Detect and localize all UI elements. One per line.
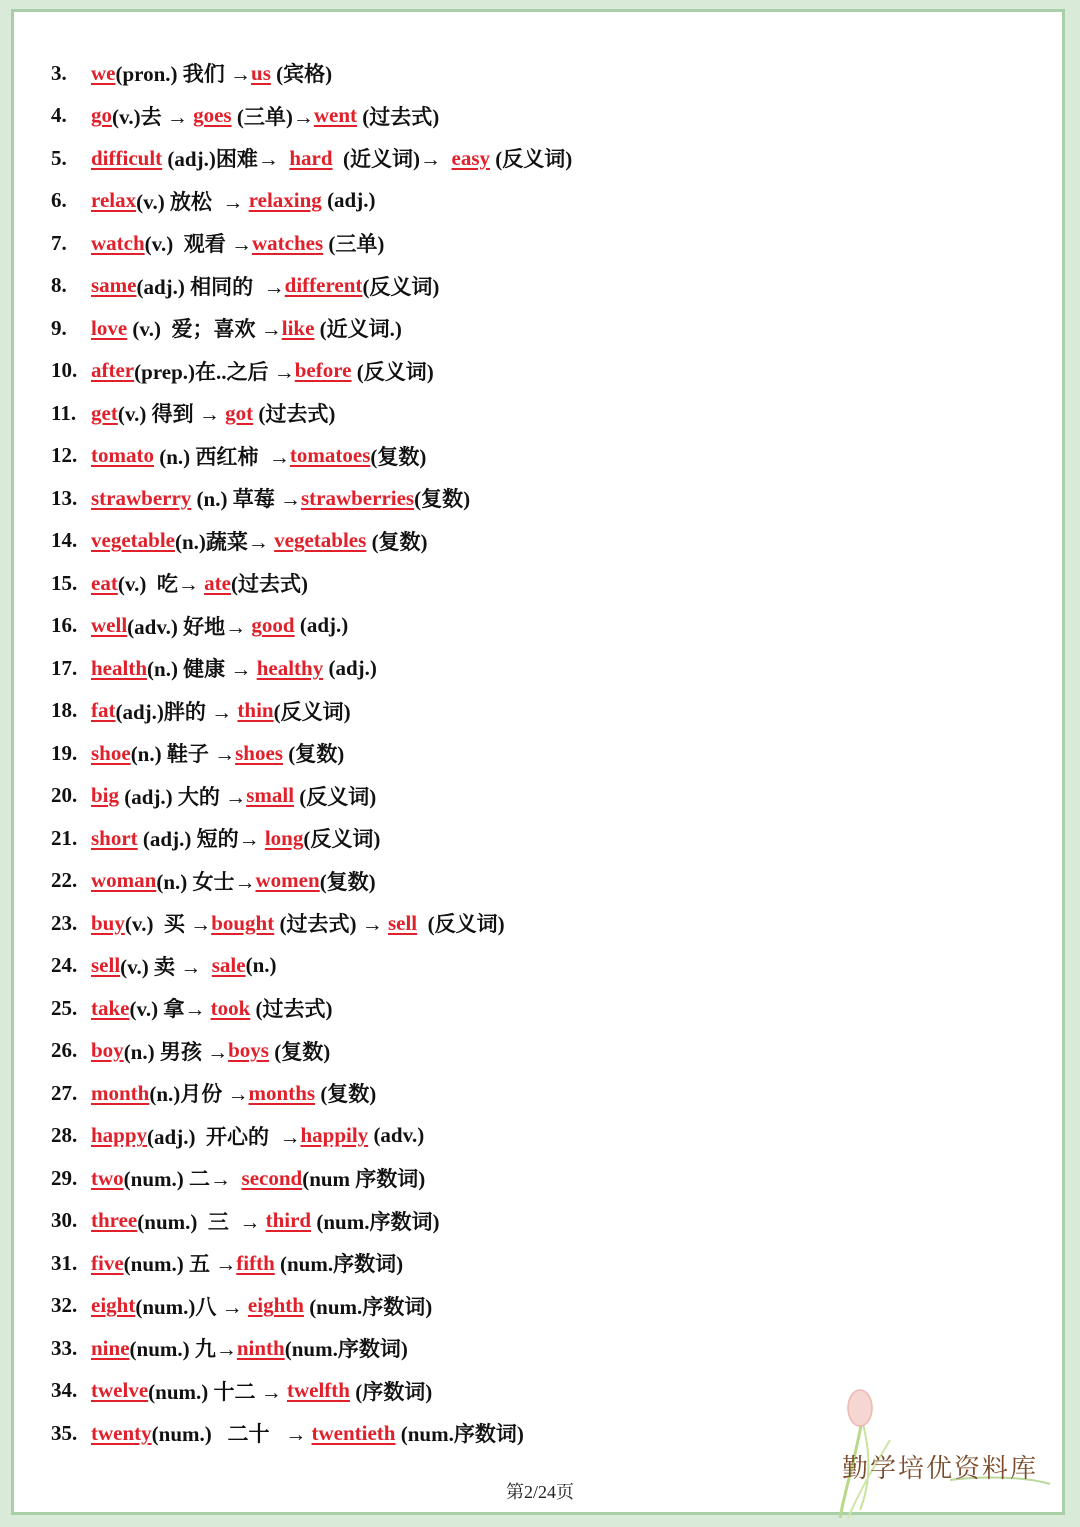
item-number: 32. <box>51 1293 78 1318</box>
answer-word: took <box>210 995 251 1020</box>
item-number: 20. <box>51 783 78 808</box>
answer-word: hard <box>289 145 333 170</box>
vocab-row <box>51 180 951 223</box>
item-text: (过去式) <box>230 572 308 597</box>
vocab-row <box>51 307 951 350</box>
answer-word: twelve <box>91 1378 149 1403</box>
vocab-row <box>51 987 951 1030</box>
item-text: (adj.)胖的 → <box>115 699 238 724</box>
vocab-row <box>51 222 951 265</box>
vocab-row <box>51 520 951 563</box>
answer-word: women <box>255 868 320 893</box>
item-number: 8. <box>51 273 67 298</box>
item-text: (v.) 拿→ <box>129 997 211 1022</box>
item-text: (num.) 十二 → <box>148 1379 287 1404</box>
answer-word: take <box>91 995 130 1020</box>
item-number: 30. <box>51 1208 78 1233</box>
item-text: (反义词) <box>303 827 381 852</box>
item-number: 9. <box>51 315 67 340</box>
item-number: 5. <box>51 145 67 170</box>
page-number: 第2/24页 <box>505 1482 574 1502</box>
item-number: 15. <box>51 570 78 595</box>
item-text: (n.) 女士→ <box>156 869 256 894</box>
answer-word: relaxing <box>248 188 322 213</box>
vocab-row <box>51 1285 951 1328</box>
item-number: 22. <box>51 868 78 893</box>
item-number: 11. <box>51 400 77 425</box>
watermark-text: 勤学培优资料库 <box>842 1454 1039 1484</box>
item-text: (过去式) <box>357 104 440 129</box>
answer-word: health <box>91 655 148 680</box>
item-text: (反义词) <box>417 912 505 937</box>
vocab-row <box>51 860 951 903</box>
item-text: (n.) 鞋子 → <box>130 742 236 767</box>
item-text: (复数) <box>366 529 428 554</box>
answer-word: ninth <box>236 1335 285 1360</box>
answer-word: watches <box>252 230 324 255</box>
item-number: 3. <box>51 60 67 85</box>
item-text: (复数) <box>268 1039 331 1064</box>
answer-word: we <box>91 60 116 85</box>
answer-word: twentieth <box>311 1420 396 1445</box>
item-text: (复数) <box>282 742 345 767</box>
item-text: (n.)蔬菜→ <box>174 529 275 554</box>
answer-word: watch <box>91 230 145 255</box>
answer-word: shoe <box>91 740 131 765</box>
vocab-row <box>51 647 951 690</box>
item-number: 28. <box>51 1123 78 1148</box>
answer-word: before <box>294 358 352 383</box>
answer-word: relax <box>91 188 137 213</box>
item-text: (num.序数词) <box>284 1337 408 1362</box>
item-text: (num.序数词) <box>395 1422 524 1447</box>
vocab-row <box>51 435 951 478</box>
item-text: (num.)八 → <box>135 1294 248 1319</box>
item-number: 7. <box>51 230 67 255</box>
item-text: (反义词) <box>490 147 573 172</box>
item-text: (adj.) <box>294 613 349 638</box>
answer-word: long <box>264 825 304 850</box>
answer-word: five <box>91 1250 124 1275</box>
item-number: 31. <box>51 1250 78 1275</box>
vocab-row <box>51 690 951 733</box>
answer-word: small <box>246 783 295 808</box>
answer-word: third <box>265 1208 312 1233</box>
vocab-row <box>51 392 951 435</box>
item-text: (反义词) <box>362 274 440 299</box>
item-text: (v.) 爱；喜欢 → <box>127 317 282 342</box>
item-text: (pron.) 我们 → <box>115 62 252 87</box>
answer-word: love <box>91 315 128 340</box>
vocab-row <box>51 1157 951 1200</box>
answer-word: vegetables <box>274 528 367 553</box>
item-text: (v.) 买 → <box>124 912 212 937</box>
item-text: (num.) 二十 → <box>151 1422 312 1447</box>
item-text: (v.) 观看 → <box>144 232 252 257</box>
answer-word: months <box>248 1080 316 1105</box>
item-text: (序数词) <box>349 1379 433 1404</box>
item-text: (反义词) <box>351 359 434 384</box>
answer-word: short <box>91 825 138 850</box>
vocab-row <box>51 265 951 308</box>
item-text: (复数) <box>370 444 427 469</box>
vocab-row <box>51 902 951 945</box>
answer-word: month <box>91 1080 150 1105</box>
item-number: 26. <box>51 1038 78 1063</box>
item-text: (复数) <box>315 1082 377 1107</box>
answer-word: go <box>91 103 112 128</box>
answer-word: twenty <box>91 1420 152 1445</box>
item-number: 6. <box>51 188 67 213</box>
item-number: 13. <box>51 485 78 510</box>
item-text: (num.) 九→ <box>129 1337 237 1362</box>
answer-word: three <box>91 1208 138 1233</box>
answer-word: boys <box>228 1038 269 1063</box>
answer-word: sale <box>211 953 246 978</box>
item-text: (n.)月份 → <box>149 1082 249 1107</box>
item-number: 24. <box>51 953 78 978</box>
vocab-row <box>51 95 951 138</box>
answer-word: shoes <box>235 740 283 765</box>
item-number: 27. <box>51 1080 78 1105</box>
answer-word: vegetable <box>91 528 175 553</box>
vocab-row <box>51 52 951 95</box>
item-text: (近义词.) <box>314 317 402 342</box>
item-text: (num.序数词) <box>311 1209 440 1234</box>
item-number: 34. <box>51 1378 78 1403</box>
answer-word: difficult <box>91 145 163 170</box>
item-number: 10. <box>51 358 78 383</box>
answer-word: tomatoes <box>289 443 371 468</box>
item-text: (adv.) <box>368 1123 425 1148</box>
answer-word: after <box>91 358 135 383</box>
answer-word: eight <box>91 1293 136 1318</box>
answer-word: thin <box>237 698 274 723</box>
item-number: 19. <box>51 740 78 765</box>
item-number: 14. <box>51 528 78 553</box>
vocab-row <box>51 945 951 988</box>
item-text: (adj.) <box>323 655 377 680</box>
vocab-row <box>51 477 951 520</box>
answer-word: ate <box>204 570 231 595</box>
vocab-row <box>51 775 951 818</box>
item-text: (adj.) 短的→ <box>137 827 265 852</box>
answer-word: buy <box>91 910 125 935</box>
vocab-row <box>51 1327 951 1370</box>
answer-word: strawberry <box>91 485 192 510</box>
item-number: 35. <box>51 1420 78 1445</box>
answer-word: goes <box>193 103 232 128</box>
item-text: (adj.) <box>321 188 376 213</box>
item-text: (num.) 三 → <box>137 1209 266 1234</box>
item-text: (adj.)困难→ <box>162 147 290 172</box>
item-text: (过去式) <box>253 402 336 427</box>
vocab-row <box>51 732 951 775</box>
item-number: 33. <box>51 1335 78 1360</box>
vocab-row <box>51 1200 951 1243</box>
answer-word: eighth <box>247 1293 304 1318</box>
item-number: 25. <box>51 995 78 1020</box>
item-text: (num.序数词) <box>303 1294 433 1319</box>
answer-word: healthy <box>256 655 324 680</box>
item-number: 16. <box>51 613 78 638</box>
item-text: (宾格) <box>270 62 333 87</box>
answer-word: got <box>225 400 254 425</box>
vocab-row <box>51 605 951 648</box>
item-number: 18. <box>51 698 78 723</box>
item-text: (v.) 吃→ <box>117 572 205 597</box>
item-text: (v.) 卖 → <box>120 954 212 979</box>
answer-word: eat <box>91 570 118 595</box>
vocab-row <box>51 137 951 180</box>
item-text: (复数) <box>414 487 471 512</box>
answer-word: well <box>91 613 128 638</box>
vocab-row <box>51 350 951 393</box>
item-text: (num.) 五 → <box>123 1252 237 1277</box>
vocab-row <box>51 1115 951 1158</box>
item-text: (n.) 健康 → <box>147 657 257 682</box>
answer-word: happy <box>91 1123 148 1148</box>
item-text: (num 序数词) <box>302 1167 426 1192</box>
item-text: (过去式) → <box>274 912 388 937</box>
item-text: (n.) 西红柿 → <box>153 444 290 469</box>
answer-word: big <box>91 783 120 808</box>
item-text: (adj.) 大的 → <box>119 784 247 809</box>
vocab-list <box>51 52 951 1455</box>
answer-word: different <box>284 273 363 298</box>
item-text: (adj.) 相同的 → <box>136 274 285 299</box>
vocab-row <box>51 1072 951 1115</box>
answer-word: two <box>91 1165 124 1190</box>
item-text: (v.) 放松 → <box>136 189 249 214</box>
answer-word: sell <box>387 910 418 935</box>
item-number: 12. <box>51 443 78 468</box>
answer-word: went <box>313 103 357 128</box>
item-text: (v.)去 → <box>112 104 194 129</box>
item-text: (反义词) <box>294 784 377 809</box>
vocab-row <box>51 1030 951 1073</box>
answer-word: same <box>91 273 137 298</box>
item-text: (复数) <box>319 869 376 894</box>
answer-word: second <box>241 1165 303 1190</box>
item-text: (三单) <box>323 232 385 257</box>
answer-word: bought <box>211 910 275 935</box>
answer-word: happily <box>300 1123 369 1148</box>
answer-word: woman <box>91 868 157 893</box>
item-number: 23. <box>51 910 78 935</box>
answer-word: sell <box>91 953 121 978</box>
answer-word: boy <box>91 1038 124 1063</box>
item-number: 17. <box>51 655 78 680</box>
item-text: (反义词) <box>273 699 351 724</box>
answer-word: nine <box>91 1335 130 1360</box>
answer-word: twelfth <box>286 1378 350 1403</box>
answer-word: us <box>251 60 271 85</box>
answer-word: like <box>281 315 315 340</box>
answer-word: strawberries <box>300 485 415 510</box>
item-number: 29. <box>51 1165 78 1190</box>
item-text: (n.) <box>245 953 277 978</box>
answer-word: get <box>91 400 118 425</box>
item-number: 21. <box>51 825 78 850</box>
item-text: (三单)→ <box>231 104 314 129</box>
vocab-row <box>51 562 951 605</box>
answer-word: fat <box>91 698 116 723</box>
item-text: (n.) 草莓 → <box>191 487 301 512</box>
item-text: (adj.) 开心的 → <box>147 1124 301 1149</box>
item-text: (prep.)在..之后 → <box>134 359 295 384</box>
vocab-row <box>51 817 951 860</box>
answer-word: fifth <box>236 1250 275 1275</box>
item-number: 4. <box>51 103 67 128</box>
answer-word: good <box>251 613 295 638</box>
vocab-row <box>51 1242 951 1285</box>
item-text: (n.) 男孩 → <box>123 1039 229 1064</box>
item-text: (num.) 二→ <box>123 1167 242 1192</box>
item-text: (近义词)→ <box>332 147 452 172</box>
watermark <box>800 1380 1060 1520</box>
item-text: (过去式) <box>250 997 333 1022</box>
item-text: (v.) 得到 → <box>117 402 226 427</box>
answer-word: tomato <box>91 443 154 468</box>
item-text: (num.序数词) <box>274 1252 404 1277</box>
answer-word: easy <box>451 145 491 170</box>
item-text: (adv.) 好地→ <box>127 614 252 639</box>
